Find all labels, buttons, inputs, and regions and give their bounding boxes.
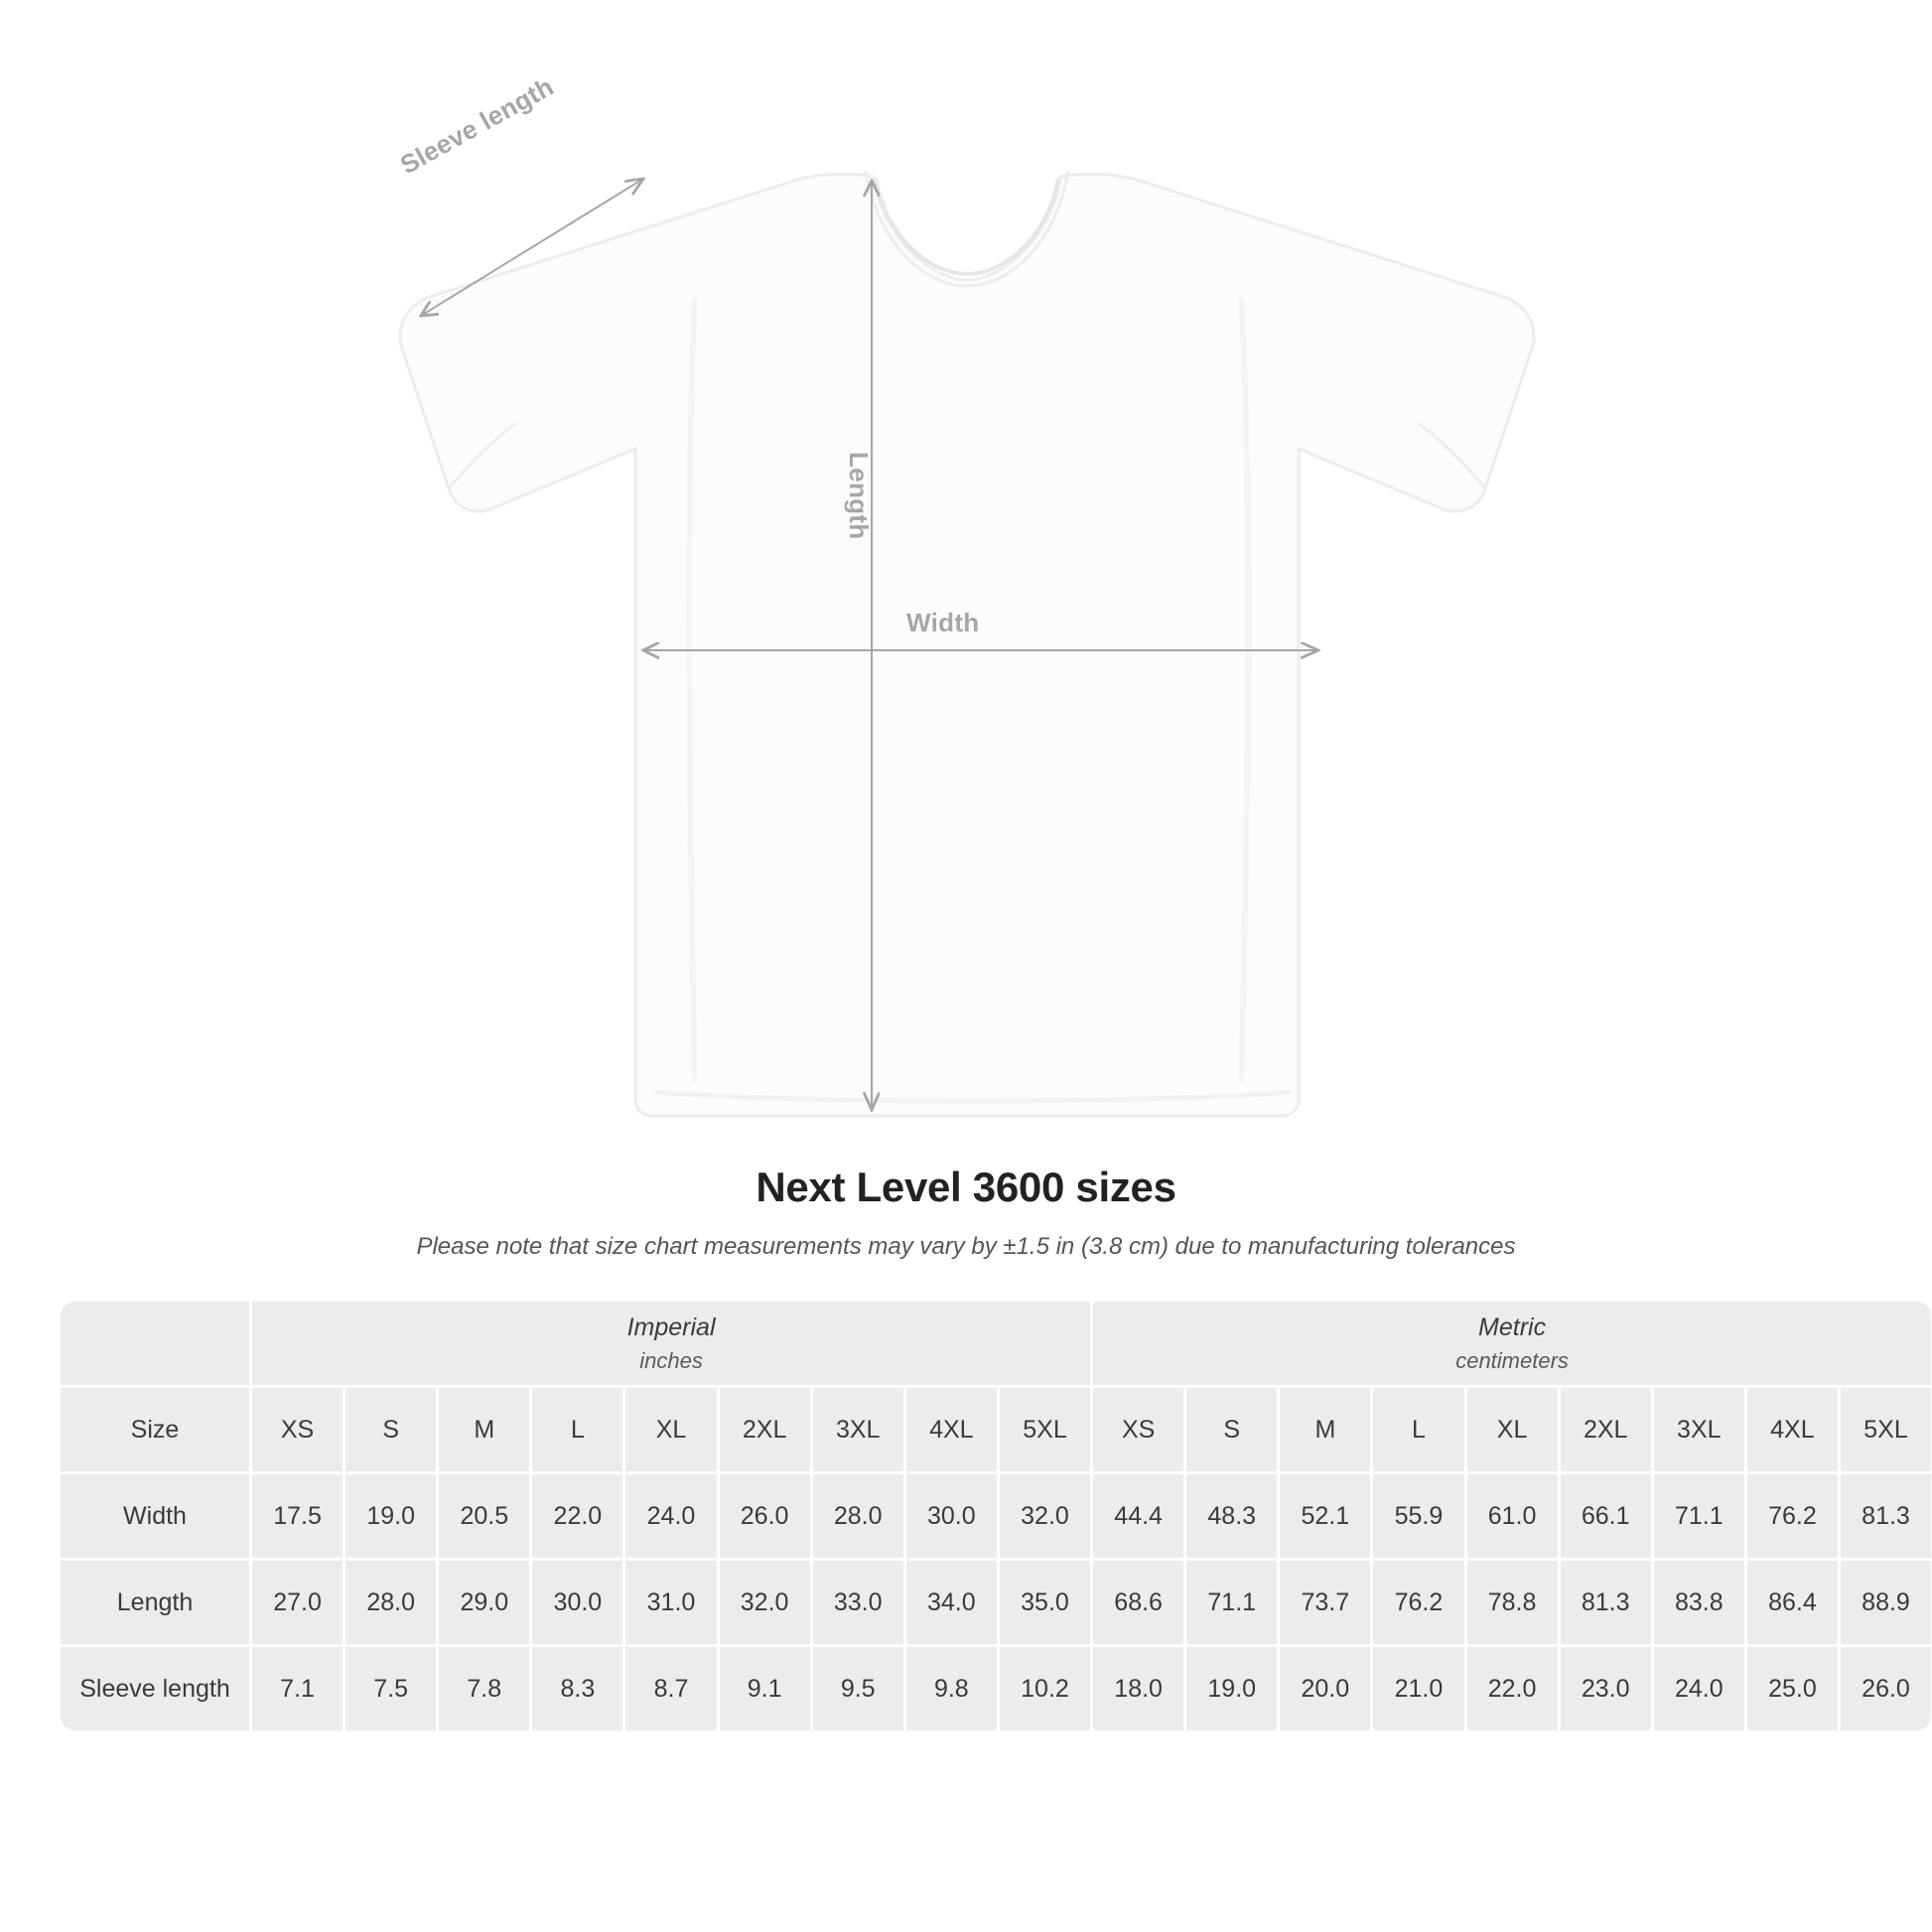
size-header-cell: M	[439, 1388, 529, 1471]
measurement-cell: 7.8	[439, 1647, 529, 1730]
measurement-cell: 86.4	[1747, 1561, 1838, 1644]
measurement-cell: 32.0	[720, 1561, 810, 1644]
measurement-cell: 71.1	[1186, 1561, 1277, 1644]
measurement-cell: 27.0	[252, 1561, 343, 1644]
measurement-cell: 48.3	[1186, 1474, 1277, 1558]
measurement-cell: 10.2	[1000, 1647, 1090, 1730]
measurement-cell: 9.5	[813, 1647, 903, 1730]
measurement-cell: 22.0	[1467, 1647, 1558, 1730]
measurement-cell: 35.0	[1000, 1561, 1090, 1644]
size-header-cell: 3XL	[1654, 1388, 1744, 1471]
measurement-cell: 22.0	[532, 1474, 622, 1558]
measurement-cell: 71.1	[1654, 1474, 1744, 1558]
measurement-cell: 44.4	[1093, 1474, 1183, 1558]
unit-name-imperial: Imperial	[626, 1312, 716, 1341]
measurement-cell: 68.6	[1093, 1561, 1183, 1644]
measurement-cell: 61.0	[1467, 1474, 1558, 1558]
measurement-cell: 20.5	[439, 1474, 529, 1558]
measurement-cell: 17.5	[252, 1474, 343, 1558]
unit-sub-imperial: inches	[639, 1347, 703, 1373]
table-row	[61, 1647, 1931, 1730]
size-header-cell: M	[1280, 1388, 1370, 1471]
measurement-cell: 25.0	[1747, 1647, 1838, 1730]
measurement-cell: 30.0	[906, 1474, 997, 1558]
size-table-body	[61, 1474, 1931, 1730]
measurement-cell: 66.1	[1561, 1474, 1651, 1558]
measurement-cell: 26.0	[1841, 1647, 1931, 1730]
measurement-cell: 76.2	[1373, 1561, 1463, 1644]
size-header-cell: 4XL	[1747, 1388, 1838, 1471]
size-header-cell: S	[1186, 1388, 1277, 1471]
size-header-cell: XS	[252, 1388, 343, 1471]
measurement-cell: 8.3	[532, 1647, 622, 1730]
sleeve-length-label: Sleeve length	[395, 70, 559, 181]
measurement-cell: 73.7	[1280, 1561, 1370, 1644]
table-row	[61, 1474, 1931, 1558]
measurement-cell: 76.2	[1747, 1474, 1838, 1558]
size-header-cell: 5XL	[1841, 1388, 1931, 1471]
table-row	[61, 1561, 1931, 1644]
measurement-cell: 7.1	[252, 1647, 343, 1730]
measurement-cell: 7.5	[345, 1647, 436, 1730]
measurement-cell: 52.1	[1280, 1474, 1370, 1558]
size-chart-table-wrap	[58, 1299, 1910, 1733]
unit-corner-cell	[61, 1302, 249, 1385]
length-label: Length	[844, 452, 874, 540]
measurement-cell: 28.0	[345, 1561, 436, 1644]
measurement-cell: 33.0	[813, 1561, 903, 1644]
size-header-cell: 5XL	[1000, 1388, 1090, 1471]
size-header-cell: XL	[1467, 1388, 1558, 1471]
measurement-cell: 20.0	[1280, 1647, 1370, 1730]
measurement-cell: 81.3	[1841, 1474, 1931, 1558]
measurement-cell: 32.0	[1000, 1474, 1090, 1558]
size-header-cell: 2XL	[720, 1388, 810, 1471]
measurement-cell: 34.0	[906, 1561, 997, 1644]
measurement-cell: 30.0	[532, 1561, 622, 1644]
size-header-row	[61, 1388, 1931, 1471]
unit-header-row	[61, 1302, 1931, 1385]
tshirt-shape	[400, 171, 1534, 1116]
measurement-cell: 19.0	[345, 1474, 436, 1558]
size-header-cell: 4XL	[906, 1388, 997, 1471]
measurement-cell: 26.0	[720, 1474, 810, 1558]
measurement-cell: 9.1	[720, 1647, 810, 1730]
size-header-cell: L	[532, 1388, 622, 1471]
measurement-row-label: Length	[61, 1561, 249, 1644]
measurement-cell: 78.8	[1467, 1561, 1558, 1644]
unit-header-imperial	[252, 1302, 1090, 1385]
measurement-cell: 31.0	[625, 1561, 716, 1644]
measurement-cell: 21.0	[1373, 1647, 1463, 1730]
measurement-cell: 18.0	[1093, 1647, 1183, 1730]
measurement-cell: 83.8	[1654, 1561, 1744, 1644]
measurement-cell: 24.0	[625, 1474, 716, 1558]
measurement-cell: 8.7	[625, 1647, 716, 1730]
unit-name-metric: Metric	[1478, 1312, 1547, 1341]
size-header-cell: 2XL	[1561, 1388, 1651, 1471]
measurement-cell: 55.9	[1373, 1474, 1463, 1558]
size-header-cell: XS	[1093, 1388, 1183, 1471]
unit-sub-metric: centimeters	[1455, 1347, 1569, 1373]
measurement-cell: 81.3	[1561, 1561, 1651, 1644]
page-title: Next Level 3600 sizes	[756, 1164, 1176, 1210]
title-block	[0, 1164, 1932, 1261]
size-row-header: Size	[61, 1388, 249, 1471]
measurement-cell: 23.0	[1561, 1647, 1651, 1730]
size-header-cell: 3XL	[813, 1388, 903, 1471]
measurement-cell: 88.9	[1841, 1561, 1931, 1644]
measurement-cell: 19.0	[1186, 1647, 1277, 1730]
unit-header-metric	[1093, 1302, 1931, 1385]
measurement-row-label: Width	[61, 1474, 249, 1558]
tolerance-note: Please note that size chart measurements may vary by ±1.5 in (3.8 cm) due to manufacturing tolerances	[416, 1233, 1516, 1260]
measurement-cell: 28.0	[813, 1474, 903, 1558]
size-chart-table	[58, 1299, 1932, 1733]
measurement-cell: 29.0	[439, 1561, 529, 1644]
measurement-row-label: Sleeve length	[61, 1647, 249, 1730]
size-header-cell: L	[1373, 1388, 1463, 1471]
size-header-cell: XL	[625, 1388, 716, 1471]
measurement-cell: 24.0	[1654, 1647, 1744, 1730]
measurement-cell: 9.8	[906, 1647, 997, 1730]
size-header-cell: S	[345, 1388, 436, 1471]
width-label: Width	[906, 608, 980, 637]
